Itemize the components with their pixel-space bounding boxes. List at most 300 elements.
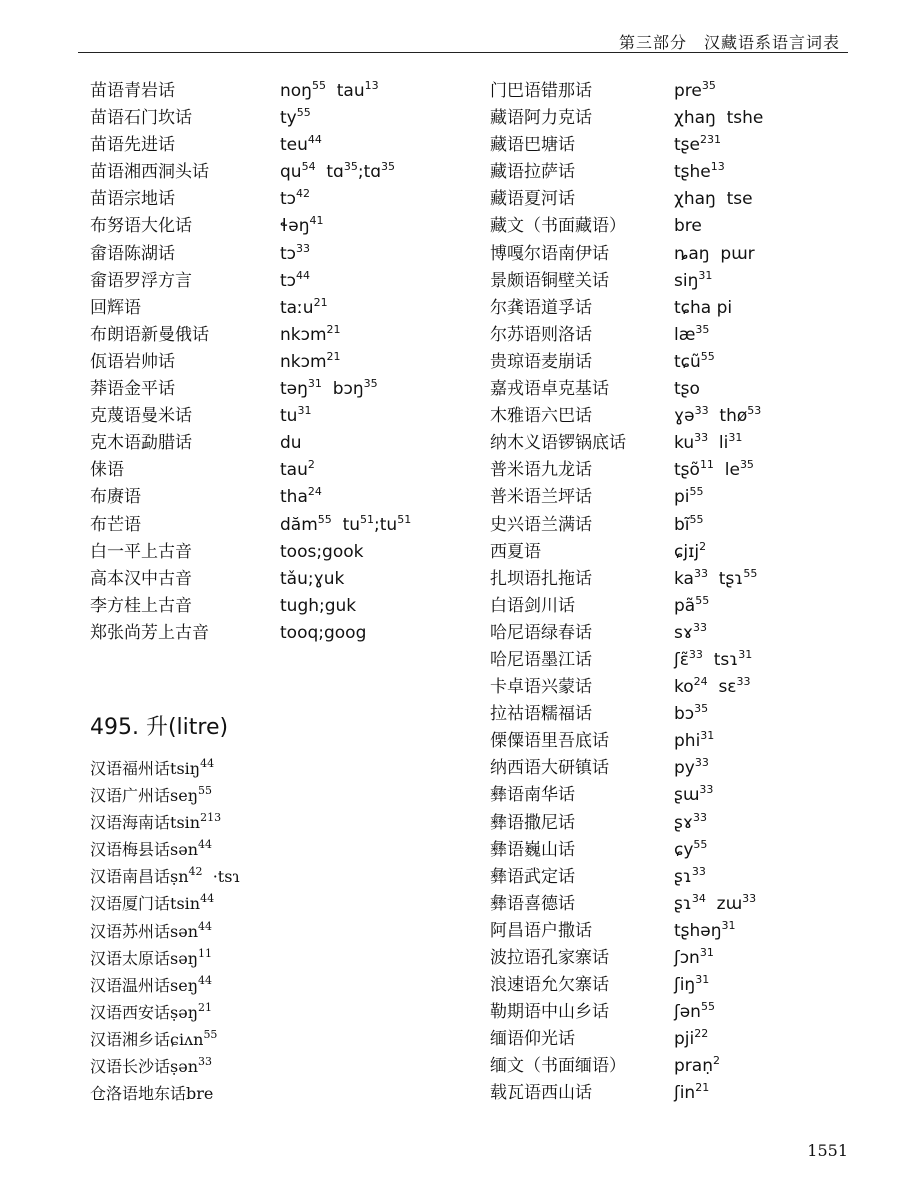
form-text: teu (280, 135, 308, 156)
form-text: pi (674, 487, 690, 508)
word-form (170, 1027, 218, 1049)
form-text: sən (170, 840, 198, 860)
dialect-name: 藏语夏河话 (490, 189, 575, 210)
entry-row (90, 756, 420, 783)
word-form (280, 105, 311, 133)
form-text: səŋ (170, 948, 198, 968)
form-text: læ (674, 324, 696, 345)
word-form (170, 1000, 212, 1022)
dialect-name: 汉语梅县话 (90, 840, 171, 860)
entry-row (90, 620, 420, 647)
tone-mark: 31 (728, 431, 743, 445)
form-text: qu (280, 162, 302, 183)
dialect-name: 畲语陈湖话 (90, 243, 175, 264)
word-form (674, 186, 753, 213)
form-text: tu (331, 514, 361, 535)
tone-mark: 31 (297, 404, 312, 418)
entry-row (90, 430, 420, 457)
form-text: ʃin (674, 1083, 696, 1104)
dialect-name: 卡卓语兴蒙话 (490, 677, 592, 698)
tone-mark: 21 (326, 349, 341, 363)
form-text: ʂɿ (674, 866, 692, 887)
entry-row (90, 268, 420, 295)
entry-row (490, 674, 870, 701)
dialect-name: 苗语石门坎话 (90, 108, 192, 129)
form-text: ȵaŋ pɯr (674, 243, 755, 264)
entry-row (490, 1080, 870, 1107)
entry-row (490, 539, 870, 566)
entry-row (90, 973, 420, 1000)
dialect-name: 纳西语大研镇话 (490, 758, 609, 779)
entry-row (90, 810, 420, 837)
word-form (280, 403, 311, 431)
form-text: tooq;goog (280, 622, 367, 643)
form-text: zɯ (705, 893, 743, 914)
word-form (674, 647, 752, 675)
entry-row (490, 295, 870, 322)
tone-mark: 55 (689, 512, 704, 526)
dialect-name: 白语剑川话 (490, 595, 575, 616)
entry-row (490, 403, 870, 430)
word-form (280, 186, 310, 214)
entry-row (90, 891, 420, 918)
form-text: pji (674, 1029, 695, 1050)
entry-row (490, 810, 870, 837)
word-form (674, 999, 715, 1027)
form-text: ty (280, 108, 297, 129)
form-text: dăm (280, 514, 318, 535)
tone-mark: 33 (688, 647, 703, 661)
form-text: χhaŋ tse (674, 189, 753, 210)
dialect-name: 汉语广州话 (90, 786, 171, 806)
dialect-name: 莽语金平话 (90, 379, 175, 400)
dialect-name: 哈尼语墨江话 (490, 649, 592, 670)
word-form (674, 539, 706, 567)
form-text: ko (674, 677, 694, 698)
dialect-name: 克木语勐腊话 (90, 433, 192, 454)
entry-row (90, 1027, 420, 1054)
tone-mark: 33 (736, 675, 751, 689)
word-form (674, 159, 725, 187)
dialect-name: 哈尼语绿春话 (490, 622, 592, 643)
tone-mark: 44 (307, 133, 322, 147)
entry-row (490, 918, 870, 945)
form-text: bɔŋ (321, 379, 364, 400)
word-form (170, 867, 240, 886)
word-form (674, 1026, 708, 1054)
word-form (280, 268, 310, 296)
form-text: ʃɛ̃ (674, 649, 689, 670)
tone-mark: 44 (200, 757, 215, 770)
word-form (170, 813, 221, 832)
dialect-name: 苗语湘西洞头话 (90, 162, 209, 183)
form-text: sən (170, 921, 198, 941)
entry-row (490, 132, 870, 159)
dialect-name: 贵琼语麦崩话 (490, 351, 592, 372)
form-text: ṣn (170, 867, 189, 887)
dialect-name: 扎坝语扎拖话 (490, 568, 592, 589)
form-text: ·tsɿ (202, 867, 240, 887)
entry-row (90, 837, 420, 864)
form-text: ʂɤ (674, 812, 693, 833)
dialect-name: 郑张尚芳上古音 (90, 622, 209, 643)
form-text: tɕũ (674, 351, 701, 372)
entry-row (490, 512, 870, 539)
word-form (170, 759, 214, 778)
tone-mark: 44 (296, 268, 311, 282)
entry-row (90, 376, 420, 403)
form-text: bĩ (674, 514, 690, 535)
dialect-name: 彝语喜德话 (490, 893, 575, 914)
word-form (674, 810, 707, 838)
form-text: tɕha pi (674, 297, 733, 318)
word-form (280, 430, 302, 457)
word-form (170, 919, 212, 941)
word-form (280, 349, 341, 377)
tone-mark: 55 (296, 106, 311, 120)
dialect-name: 藏语巴塘话 (490, 135, 575, 156)
dialect-name: 苗语宗地话 (90, 189, 175, 210)
dialect-name: 勒期语中山乡话 (490, 1002, 609, 1023)
form-text: nkɔm (280, 324, 327, 345)
dialect-name: 回辉语 (90, 297, 141, 318)
dialect-name: 布芒语 (90, 514, 141, 535)
form-text: tɔ (280, 189, 297, 210)
entry-row (90, 539, 420, 566)
form-text: təŋ (280, 379, 308, 400)
entry-row (490, 78, 870, 105)
word-form (674, 674, 751, 702)
entry-row (90, 864, 420, 891)
dialect-name: 彝语武定话 (490, 866, 575, 887)
tone-mark: 31 (738, 647, 753, 661)
tone-mark: 55 (700, 349, 715, 363)
form-text: tha (280, 487, 308, 508)
tone-mark: 34 (691, 891, 706, 905)
entry-row (90, 512, 420, 539)
entry-row (90, 593, 420, 620)
dialect-name: 畲语罗浮方言 (90, 270, 192, 291)
page-header (78, 26, 848, 53)
tone-mark: 2 (699, 539, 707, 553)
word-form (280, 484, 322, 512)
word-form (674, 701, 708, 729)
entry-row (90, 105, 420, 132)
tone-mark: 35 (701, 79, 716, 92)
form-text: ʃiŋ (674, 975, 696, 996)
form-text: ɬəŋ (280, 216, 310, 237)
tone-mark: 33 (296, 241, 311, 255)
entry-row (90, 457, 420, 484)
tone-mark: 51 (360, 512, 375, 526)
entry-row (90, 919, 420, 946)
tone-mark: 35 (363, 377, 378, 391)
tone-mark: 44 (198, 838, 212, 852)
tone-mark: 231 (699, 133, 721, 147)
dialect-name: 汉语温州话 (90, 975, 171, 995)
word-form (674, 864, 706, 892)
dialect-name: 佤语岩帅话 (90, 351, 175, 372)
dialect-name: 普米语兰坪话 (490, 487, 592, 508)
form-text: le (713, 460, 740, 481)
entry-row (490, 782, 870, 809)
dialect-name: 布努语大化话 (90, 216, 192, 237)
entry-row (90, 403, 420, 430)
form-text: ṣən (170, 1057, 198, 1077)
form-text: tsin (170, 813, 201, 833)
dialect-name: 尔苏语则洛话 (490, 324, 592, 345)
entry-row (90, 186, 420, 213)
tone-mark: 55 (203, 1027, 218, 1041)
tone-mark: 55 (693, 837, 708, 851)
entry-row (490, 268, 870, 295)
word-form (674, 403, 761, 431)
entry-row (90, 322, 420, 349)
tone-mark: 21 (326, 322, 341, 336)
word-form (280, 457, 315, 485)
tone-mark: 24 (693, 675, 708, 689)
tone-mark: 31 (698, 268, 713, 282)
entry-row (90, 783, 420, 810)
entry-row (490, 864, 870, 891)
dialect-name: 阿昌语户撒话 (490, 920, 592, 941)
tone-mark: 2 (307, 458, 315, 472)
tone-mark: 55 (317, 512, 332, 526)
dialect-name: 拉祜语糯福话 (490, 704, 592, 725)
word-form (674, 132, 721, 160)
form-text: tʂo (674, 379, 700, 400)
word-form (674, 213, 702, 240)
word-form (674, 484, 704, 512)
tone-mark: 33 (694, 404, 709, 418)
word-form (674, 782, 713, 810)
word-form (280, 512, 411, 540)
tone-mark: 44 (198, 919, 212, 933)
dialect-name: 彝语巍山话 (490, 839, 575, 860)
form-text: ṣəŋ (170, 1002, 198, 1022)
tone-mark: 213 (200, 811, 222, 825)
word-form (674, 430, 742, 458)
word-form (674, 349, 715, 377)
entry-row (490, 620, 870, 647)
form-text: py (674, 758, 695, 779)
word-form (674, 105, 763, 132)
form-text: tʂõ (674, 460, 700, 481)
tone-mark: 53 (747, 404, 762, 418)
tone-mark: 31 (307, 377, 322, 391)
word-form (280, 295, 328, 323)
tone-mark: 2 (712, 1054, 720, 1068)
form-text: ɕjɪj (674, 541, 700, 562)
tone-mark: 33 (692, 810, 707, 824)
entry-row (490, 728, 870, 755)
dialect-name: 汉语福州话 (90, 759, 171, 778)
dialect-name: 汉语厦门话 (90, 894, 171, 914)
form-text: pre (674, 81, 702, 101)
form-text: tɔ (280, 243, 297, 264)
right-entry-list (490, 78, 870, 1108)
tone-mark: 55 (689, 485, 704, 499)
dialect-name: 载瓦语西山话 (490, 1083, 592, 1104)
dialect-name: 门巴语错那话 (490, 81, 592, 101)
form-text: praṇ (674, 1056, 713, 1077)
dialect-name: 彝语南华话 (490, 785, 575, 806)
entry-row (490, 430, 870, 457)
entry-row (90, 946, 420, 973)
form-text: bre (674, 216, 702, 237)
form-text: tugh;guk (280, 595, 357, 616)
tone-mark: 31 (695, 973, 710, 987)
entry-row (490, 159, 870, 186)
tone-mark: 33 (691, 864, 706, 878)
entry-row (90, 484, 420, 511)
entry-row (490, 376, 870, 403)
entry-row (490, 186, 870, 213)
form-text: seŋ (170, 786, 198, 806)
word-form (674, 512, 704, 540)
tone-mark: 35 (695, 322, 710, 336)
word-form (674, 322, 709, 350)
entry-row (90, 295, 420, 322)
word-form (674, 376, 700, 403)
word-form (674, 837, 707, 865)
section-entry-list (90, 756, 420, 1108)
dialect-name: 布朗语新曼俄话 (90, 324, 209, 345)
entry-row (90, 241, 420, 268)
form-text: tau (280, 460, 308, 481)
entry-row (490, 972, 870, 999)
word-form (674, 268, 712, 296)
form-text: pã (674, 595, 696, 616)
dialect-name: 藏语拉萨话 (490, 162, 575, 183)
dialect-name: 傈僳语里吾底话 (490, 731, 609, 752)
word-form (280, 539, 364, 566)
word-form (170, 894, 214, 913)
tone-mark: 35 (694, 702, 709, 716)
word-form (674, 295, 732, 322)
form-text: sɛ (707, 677, 737, 698)
dialect-name: 高本汉中古音 (90, 568, 192, 589)
tone-mark: 55 (311, 79, 326, 92)
dialect-name: 嘉戎语卓克基话 (490, 379, 609, 400)
entry-row (90, 1000, 420, 1027)
entry-row (490, 999, 870, 1026)
dialect-name: 汉语南昌话 (90, 867, 171, 887)
word-form (280, 620, 366, 647)
entry-row (490, 701, 870, 728)
tone-mark: 42 (296, 187, 311, 201)
word-form (280, 593, 356, 620)
tone-mark: 44 (200, 892, 215, 906)
form-text: tɑ (315, 162, 344, 183)
tone-mark: 31 (721, 918, 736, 932)
form-text: tʂhe (674, 162, 711, 183)
tone-mark: 22 (694, 1027, 709, 1041)
tone-mark: 21 (198, 1000, 212, 1014)
tone-mark: 55 (700, 1000, 715, 1014)
tone-mark: 11 (198, 946, 212, 960)
form-text: nkɔm (280, 351, 327, 372)
form-text: bɔ (674, 704, 695, 725)
tone-mark: 24 (307, 485, 322, 499)
entry-row (490, 945, 870, 972)
entry-row (490, 1026, 870, 1053)
form-text: ɕiʌn (170, 1029, 204, 1049)
entry-row (490, 213, 870, 240)
form-text: ʃɔn (674, 948, 700, 968)
dialect-name: 木雅语六巴话 (490, 406, 592, 427)
tone-mark: 33 (693, 566, 708, 580)
dialect-name: 尔龚语道孚话 (490, 297, 592, 318)
entry-row (490, 1053, 870, 1080)
word-form (674, 728, 714, 756)
form-text: noŋ (280, 81, 312, 101)
word-form (674, 972, 709, 1000)
word-form (280, 376, 378, 404)
dialect-name: 汉语湘乡话 (90, 1029, 171, 1049)
tone-mark: 13 (364, 79, 379, 92)
word-form (674, 1053, 720, 1081)
tone-mark: 55 (743, 566, 758, 580)
entry-row (490, 566, 870, 593)
word-form (674, 755, 709, 783)
dialect-name: 汉语苏州话 (90, 921, 171, 941)
entry-row (90, 349, 420, 376)
dialect-name: 李方桂上古音 (90, 595, 192, 616)
dialect-name: 克蔑语曼米话 (90, 406, 192, 427)
form-text: χhaŋ tshe (674, 108, 764, 129)
tone-mark: 55 (695, 593, 710, 607)
tone-mark: 42 (188, 865, 203, 879)
form-text: li (708, 433, 729, 454)
word-form (170, 840, 212, 859)
form-text: tau (325, 81, 365, 101)
dialect-name: 西夏语 (490, 541, 541, 562)
form-text: ʂɯ (674, 785, 700, 806)
entry-row (490, 484, 870, 511)
form-text: bre (186, 1084, 214, 1104)
entry-row (490, 593, 870, 620)
dialect-name: 普米语九龙话 (490, 460, 592, 481)
dialect-name: 藏文（书面藏语） (490, 216, 626, 237)
tone-mark: 21 (313, 295, 328, 309)
entry-row (90, 78, 420, 105)
word-form (280, 322, 341, 350)
tone-mark: 44 (198, 973, 212, 987)
form-text: tʂe (674, 135, 700, 156)
dialect-name: 苗语先进话 (90, 135, 175, 156)
form-text: tʂɿ (707, 568, 744, 589)
dialect-name: 纳木义语锣锅底话 (490, 433, 626, 454)
tone-mark: 31 (699, 946, 714, 959)
form-text: ʂɿ (674, 893, 692, 914)
tone-mark: 11 (699, 458, 714, 472)
dialect-name: 汉语海南话 (90, 813, 171, 833)
form-text: tsin (170, 894, 201, 914)
word-form (170, 973, 212, 995)
tone-mark: 13 (710, 160, 725, 174)
form-text: du (280, 433, 302, 454)
word-form (170, 786, 212, 805)
form-text: toos;gook (280, 541, 364, 562)
entry-row (490, 755, 870, 782)
tone-mark: 33 (694, 756, 709, 770)
word-form (674, 918, 736, 946)
form-text: ;tu (374, 514, 398, 535)
entry-row (490, 457, 870, 484)
word-form (186, 1084, 213, 1103)
dialect-name: 藏语阿力克话 (490, 108, 592, 129)
